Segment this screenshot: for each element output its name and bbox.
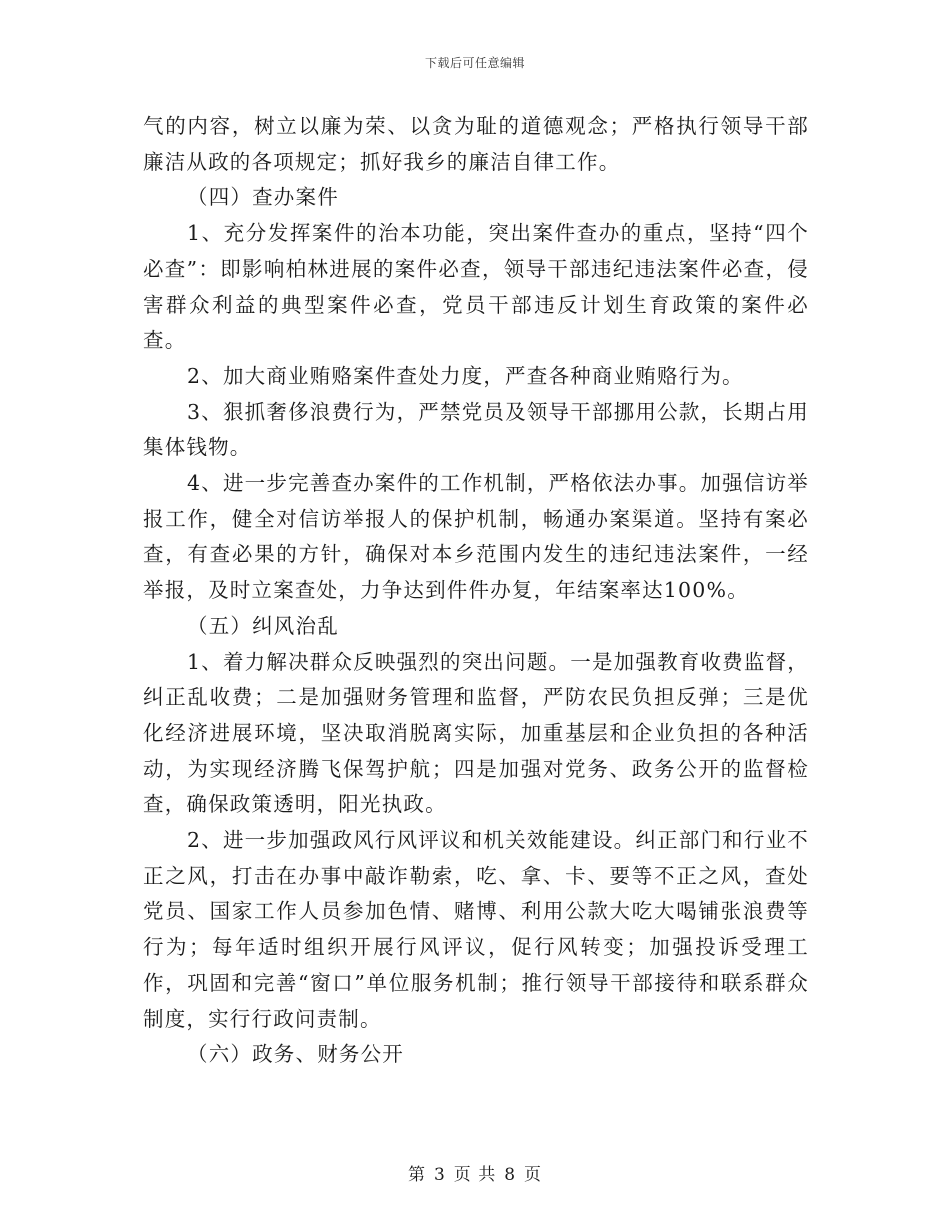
footer-middle: 页 共: [453, 1165, 497, 1185]
body-text: [143, 109, 809, 1073]
paragraph-3: 2、加大商业贿赂案件查处力度，严查各种商业贿赂行为。: [187, 363, 744, 388]
paragraph-1: 气的内容，树立以廉为荣、以贪为耻的道德观念；严格执行领导干部廉洁从政的各项规定；抓好我乡的廉洁自律工作。: [143, 114, 809, 174]
footer-page-number: 3: [433, 1165, 446, 1185]
paragraph-7: 2、进一步加强政风行风评议和机关效能建设。纠正部门和行业不正之风，打击在办事中敲诈勒索，吃、拿、卡、要等不正之风，查处党员、国家工作人员参加色情、赌博、利用公款大吃大喝铺张浪费等行为；每年适时组织开展行风评议，促行风转变；加强投诉受理工作，巩固和完善“窗口”单位服务机制；推行领导干部接待和联系群众制度，实行行政问责制。: [143, 828, 809, 1031]
footer-suffix: 页: [524, 1165, 543, 1185]
paragraph-4: 3、狠抓奢侈浪费行为，严禁党员及领导干部挪用公款，长期占用集体钱物。: [143, 399, 809, 460]
footer-prefix: 第: [407, 1165, 426, 1185]
header-note: 下载后可任意编辑: [424, 56, 525, 70]
section-heading-6: （六）政务、财务公开: [187, 1042, 404, 1067]
footer-total-pages: 8: [504, 1165, 517, 1185]
paragraph-6: 1、着力解决群众反映强烈的突出问题。一是加强教育收费监督，纠正乱收费；二是加强财务管理和监督，严防农民负担反弹；三是优化经济进展环境，坚决取消脱离实际，加重基层和企业负担的各种活动，为实现经济腾飞保驾护航；四是加强对党务、政务公开的监督检查，确保政策透明，阳光执政。: [143, 649, 809, 817]
section-heading-5: （五）纠风治乱: [187, 613, 339, 638]
paragraph-5: 4、进一步完善查办案件的工作机制，严格依法办事。加强信访举报工作，健全对信访举报人的保护机制，畅通办案渠道。坚持有案必查，有查必果的方针，确保对本乡范围内发生的违纪违法案件，一经举报，及时立案查处，力争达到件件办复，年结案率达100%。: [143, 471, 809, 603]
paragraph-2: 1、充分发挥案件的治本功能，突出案件查办的重点，坚持“四个必查”：即影响柏林进展的案件必查，领导干部违纪违法案件必查，侵害群众利益的典型案件必查，党员干部违反计划生育政策的案件必查。: [143, 221, 809, 353]
page-footer: [0, 1160, 950, 1185]
section-heading-4: （四）查办案件: [187, 185, 339, 210]
